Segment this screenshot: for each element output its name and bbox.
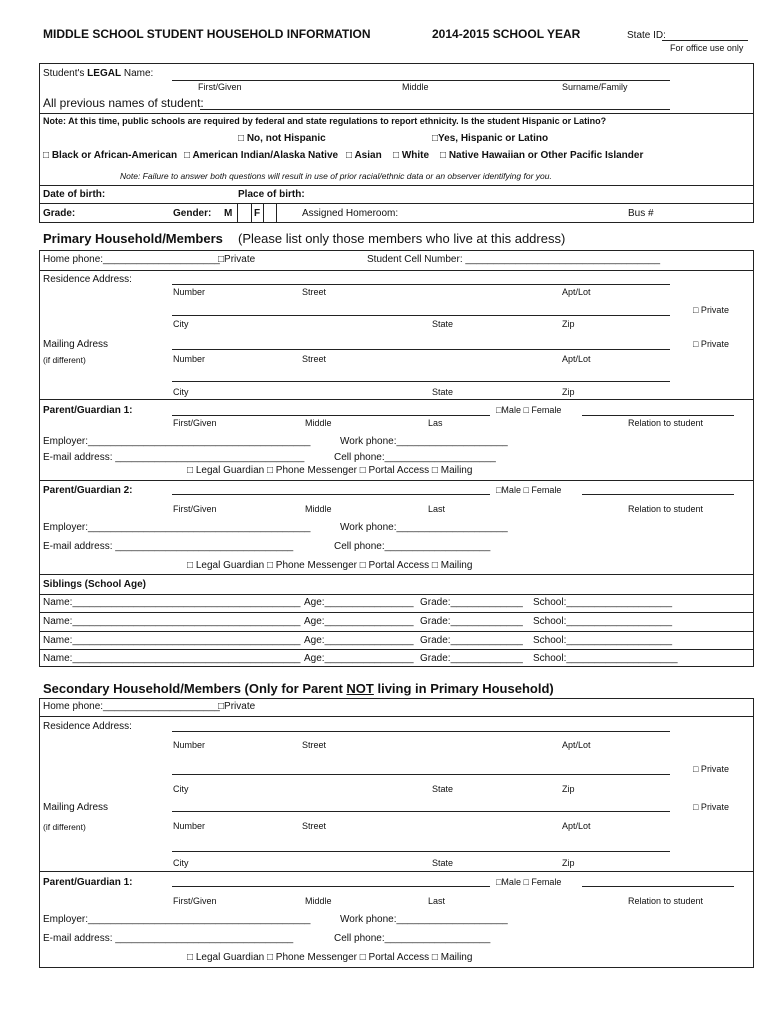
student-cell-field[interactable]: Student Cell Number: ___________________________________: [367, 254, 661, 265]
sibling-4-school-field[interactable]: School:____________________: [533, 653, 678, 664]
parent-1-name-field[interactable]: [172, 415, 490, 416]
sibling-3-age-field[interactable]: Age:________________: [304, 635, 414, 646]
parent-1-cell-phone-field[interactable]: Cell phone:____________________: [334, 452, 496, 463]
mailing-address-label: Mailing Adress: [43, 339, 109, 350]
ethnicity-note: Note: At this time, public schools are required by federal and state regulations to report ethnicity. Is the student Hispanic or Latino?: [43, 116, 607, 126]
dob-label: Date of birth:: [43, 189, 106, 200]
previous-names-field[interactable]: [200, 109, 670, 110]
previous-names-label: All previous names of student:: [43, 96, 204, 110]
parent-1-relation-field[interactable]: [582, 415, 734, 416]
divider: [251, 203, 252, 223]
mailing-city-field[interactable]: [172, 381, 670, 382]
school-year: 2014-2015 SCHOOL YEAR: [432, 27, 581, 41]
divider: [39, 871, 754, 872]
state-id-field[interactable]: [662, 40, 748, 41]
legal-name-label: Student's LEGAL Name:: [43, 68, 154, 79]
parent-1-work-phone-field[interactable]: Work phone:____________________: [340, 436, 508, 447]
parent-2-gender-checkbox[interactable]: □Male □ Female: [496, 485, 562, 495]
divider: [39, 574, 754, 575]
secondary-parent-name-field[interactable]: [172, 886, 490, 887]
relation-caption: Relation to student: [628, 418, 704, 428]
divider: [39, 399, 754, 400]
if-different-caption: (if different): [43, 355, 86, 365]
divider: [276, 203, 277, 223]
siblings-label: Siblings (School Age): [43, 579, 146, 590]
secondary-cell-phone-field[interactable]: Cell phone:___________________: [334, 933, 491, 944]
last-caption: Last: [428, 504, 446, 514]
number-caption: Number: [173, 287, 206, 297]
hispanic-checkbox[interactable]: □Yes, Hispanic or Latino: [432, 133, 549, 144]
race-asian-checkbox[interactable]: □ Asian: [346, 150, 382, 161]
secondary-mailing-city-field[interactable]: [172, 851, 670, 852]
state-id-label: State ID:: [627, 30, 666, 41]
sibling-4-age-field[interactable]: Age:________________: [304, 653, 414, 664]
divider: [39, 270, 754, 271]
primary-household-title: Primary Household/Members: [43, 231, 223, 246]
homeroom-label: Assigned Homeroom:: [302, 208, 399, 219]
race-black-checkbox[interactable]: □ Black or African-American: [43, 150, 178, 161]
parent-1-options-checkboxes[interactable]: □ Legal Guardian □ Phone Messenger □ Portal Access □ Mailing: [187, 465, 473, 476]
secondary-mailing-label: Mailing Adress: [43, 802, 109, 813]
sibling-3-name-field[interactable]: Name:_________________________________________: [43, 635, 301, 646]
parent-2-name-field[interactable]: [172, 494, 490, 495]
secondary-residence-street-field[interactable]: [172, 731, 670, 732]
zip-caption: Zip: [562, 858, 575, 868]
apt-caption: Apt/Lot: [562, 740, 591, 750]
form-title: MIDDLE SCHOOL STUDENT HOUSEHOLD INFORMATION: [43, 27, 371, 41]
race-pacific-checkbox[interactable]: □ Native Hawaiian or Other Pacific Islander: [440, 150, 644, 161]
first-given-caption: First/Given: [173, 504, 217, 514]
secondary-home-phone-field[interactable]: Home phone:_____________________: [43, 701, 220, 712]
sibling-3-school-field[interactable]: School:___________________: [533, 635, 673, 646]
mailing-street-field[interactable]: [172, 349, 670, 350]
city-caption: City: [173, 858, 189, 868]
last-caption: Las: [428, 418, 443, 428]
surname-caption: Surname/Family: [562, 82, 628, 92]
race-native-checkbox[interactable]: □ American Indian/Alaska Native: [184, 150, 339, 161]
middle-caption: Middle: [402, 82, 429, 92]
divider: [39, 185, 754, 186]
divider: [263, 203, 264, 223]
apt-caption: Apt/Lot: [562, 287, 591, 297]
race-white-checkbox[interactable]: □ White: [393, 150, 430, 161]
parent-2-work-phone-field[interactable]: Work phone:____________________: [340, 522, 508, 533]
divider: [39, 612, 754, 613]
apt-caption: Apt/Lot: [562, 821, 591, 831]
city-caption: City: [173, 387, 189, 397]
parent-2-email-field[interactable]: E-mail address: ________________________________: [43, 541, 294, 552]
state-caption: State: [432, 387, 454, 397]
secondary-options-checkboxes[interactable]: □ Legal Guardian □ Phone Messenger □ Portal Access □ Mailing: [187, 952, 473, 963]
residence-street-field[interactable]: [172, 284, 670, 285]
sibling-1-age-field[interactable]: Age:________________: [304, 597, 414, 608]
last-caption: Last: [428, 896, 446, 906]
first-given-caption: First/Given: [173, 896, 217, 906]
number-caption: Number: [173, 354, 206, 364]
divider: [237, 203, 238, 223]
divider: [39, 649, 754, 650]
not-hispanic-checkbox[interactable]: □ No, not Hispanic: [238, 133, 326, 144]
office-use-label: For office use only: [670, 43, 744, 53]
parent-2-options-checkboxes[interactable]: □ Legal Guardian □ Phone Messenger □ Portal Access □ Mailing: [187, 560, 473, 571]
parent-1-gender-checkbox[interactable]: □Male □ Female: [496, 405, 562, 415]
divider: [39, 203, 754, 204]
parent-2-relation-field[interactable]: [582, 494, 734, 495]
first-given-caption: First/Given: [198, 82, 242, 92]
secondary-parent-gender-checkbox[interactable]: □Male □ Female: [496, 877, 562, 887]
sibling-2-school-field[interactable]: School:___________________: [533, 616, 673, 627]
parent-2-employer-field[interactable]: Employer:________________________________________: [43, 522, 311, 533]
divider: [39, 480, 754, 481]
sibling-4-grade-field[interactable]: Grade:_____________: [420, 653, 523, 664]
zip-caption: Zip: [562, 784, 575, 794]
relation-caption: Relation to student: [628, 504, 704, 514]
secondary-email-field[interactable]: E-mail address: ________________________________: [43, 933, 294, 944]
state-caption: State: [432, 858, 454, 868]
parent-guardian-1-label: Parent/Guardian 1:: [43, 405, 133, 416]
city-caption: City: [173, 319, 189, 329]
divider: [39, 594, 754, 595]
home-phone-private-checkbox[interactable]: □Private: [218, 254, 256, 265]
primary-household-subtitle: (Please list only those members who live at this address): [238, 231, 566, 246]
middle-caption: Middle: [305, 418, 332, 428]
sibling-2-grade-field[interactable]: Grade:_____________: [420, 616, 523, 627]
secondary-parent-relation-field[interactable]: [582, 886, 734, 887]
secondary-work-phone-field[interactable]: Work phone:____________________: [340, 914, 508, 925]
gender-label: Gender:: [173, 208, 212, 219]
residence-city-field[interactable]: [172, 315, 670, 316]
bus-label: Bus #: [628, 208, 654, 219]
divider: [39, 113, 754, 114]
gender-f-option[interactable]: F: [254, 208, 261, 219]
secondary-household-title: Secondary Household/Members (Only for Parent NOT living in Primary Household): [43, 681, 554, 696]
number-caption: Number: [173, 821, 206, 831]
street-caption: Street: [302, 821, 327, 831]
parent-1-email-field[interactable]: E-mail address: __________________________________: [43, 452, 305, 463]
secondary-employer-field[interactable]: Employer:________________________________________: [43, 914, 311, 925]
state-caption: State: [432, 784, 454, 794]
if-different-caption: (if different): [43, 822, 86, 832]
sibling-4-name-field[interactable]: Name:_________________________________________: [43, 653, 301, 664]
divider: [39, 631, 754, 632]
secondary-household-box: [39, 698, 754, 968]
middle-caption: Middle: [305, 504, 332, 514]
residence-address-label: Residence Address:: [43, 274, 132, 285]
divider: [39, 716, 754, 717]
home-phone-field[interactable]: Home phone:_____________________: [43, 254, 220, 265]
sibling-2-name-field[interactable]: Name:_________________________________________: [43, 616, 301, 627]
apt-caption: Apt/Lot: [562, 354, 591, 364]
sibling-1-name-field[interactable]: Name:_________________________________________: [43, 597, 301, 608]
parent-guardian-2-label: Parent/Guardian 2:: [43, 485, 133, 496]
zip-caption: Zip: [562, 387, 575, 397]
secondary-residence-private-checkbox[interactable]: □ Private: [693, 764, 729, 774]
pob-label: Place of birth:: [238, 189, 305, 200]
grade-label: Grade:: [43, 208, 76, 219]
secondary-parent-guardian-1-label: Parent/Guardian 1:: [43, 877, 133, 888]
sibling-3-grade-field[interactable]: Grade:_____________: [420, 635, 523, 646]
middle-caption: Middle: [305, 896, 332, 906]
relation-caption: Relation to student: [628, 896, 704, 906]
legal-name-field[interactable]: [172, 80, 670, 81]
city-caption: City: [173, 784, 189, 794]
street-caption: Street: [302, 287, 327, 297]
sibling-1-grade-field[interactable]: Grade:_____________: [420, 597, 523, 608]
street-caption: Street: [302, 354, 327, 364]
mailing-private-checkbox[interactable]: □ Private: [693, 339, 729, 349]
secondary-residence-city-field[interactable]: [172, 774, 670, 775]
number-caption: Number: [173, 740, 206, 750]
state-caption: State: [432, 319, 454, 329]
secondary-mailing-private-checkbox[interactable]: □ Private: [693, 802, 729, 812]
parent-2-cell-phone-field[interactable]: Cell phone:___________________: [334, 541, 491, 552]
street-caption: Street: [302, 740, 327, 750]
gender-m-option[interactable]: M: [224, 208, 233, 219]
failure-note: Note: Failure to answer both questions will result in use of prior racial/ethnic data or an observer identifying for you.: [120, 171, 552, 181]
secondary-mailing-street-field[interactable]: [172, 811, 670, 812]
parent-1-employer-field[interactable]: Employer:________________________________________: [43, 436, 311, 447]
sibling-1-school-field[interactable]: School:___________________: [533, 597, 673, 608]
secondary-home-phone-private-checkbox[interactable]: □Private: [218, 701, 256, 712]
secondary-residence-label: Residence Address:: [43, 721, 132, 732]
first-given-caption: First/Given: [173, 418, 217, 428]
sibling-2-age-field[interactable]: Age:________________: [304, 616, 414, 627]
zip-caption: Zip: [562, 319, 575, 329]
residence-private-checkbox[interactable]: □ Private: [693, 305, 729, 315]
student-info-box: [39, 63, 754, 223]
